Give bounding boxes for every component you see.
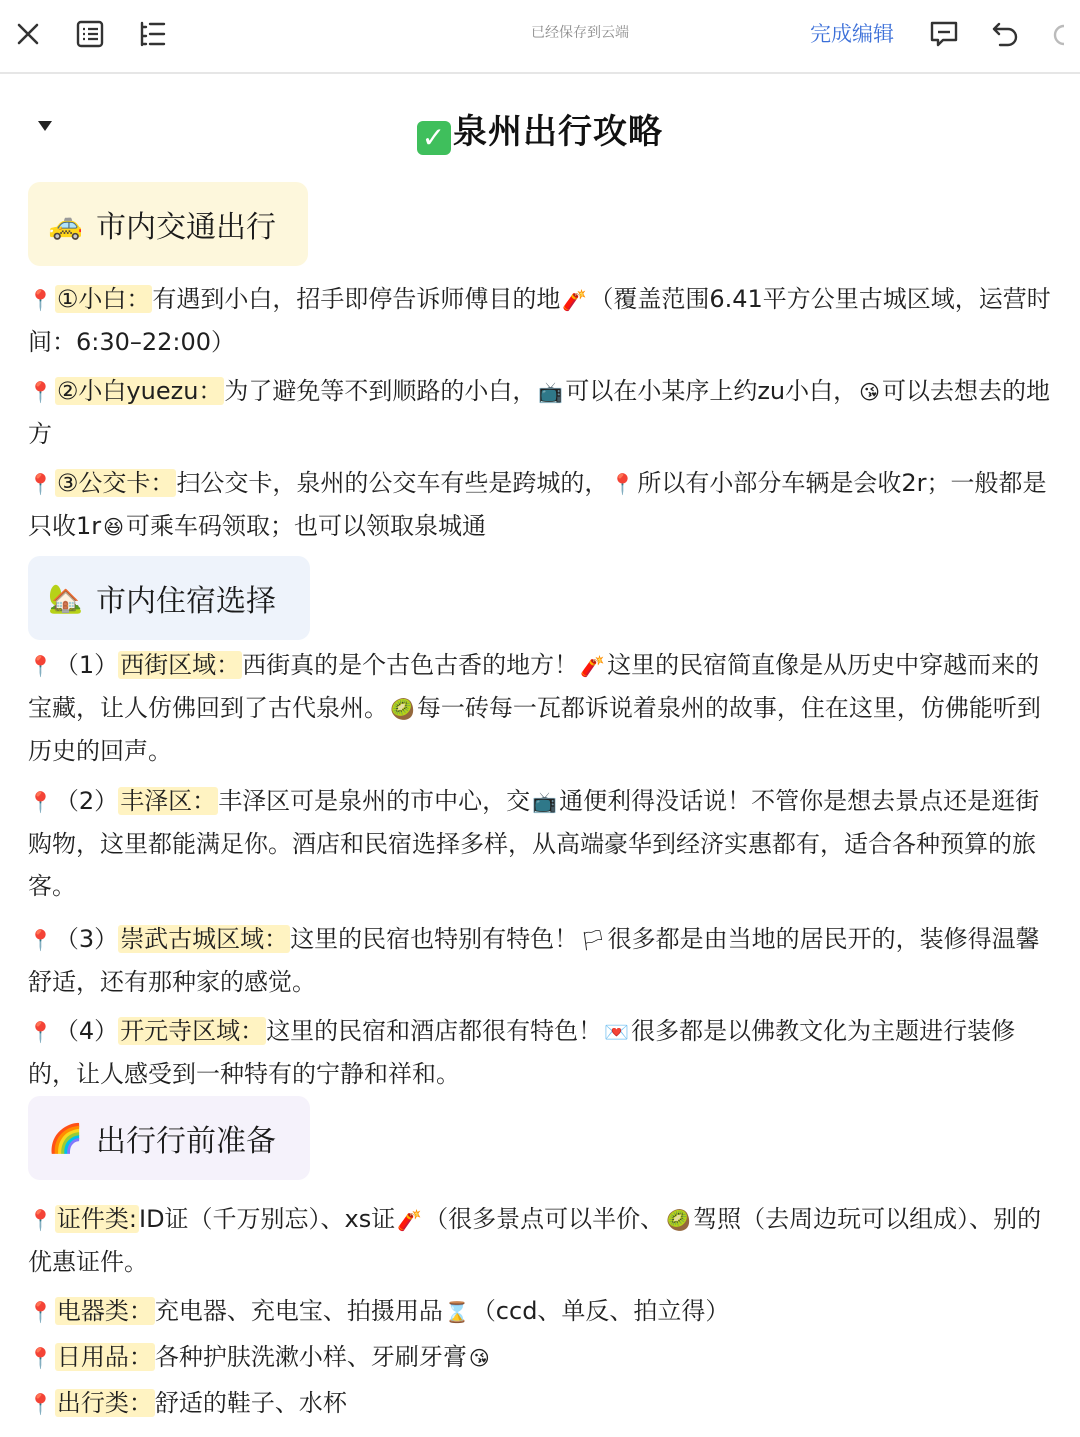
item-text: 舒适的鞋子、水杯 [154,1389,347,1417]
item-text: ID证（千万别忘）、xs证 [139,1205,396,1233]
item-text: 可以在小某序上约zu小白， [565,377,858,405]
close-icon[interactable] [10,16,46,52]
item-number: （4） [54,1017,119,1045]
tv-icon: 📺 [532,790,558,814]
map-pin-icon: 📍 [610,472,636,496]
item-text: 有遇到小白，招手即停告诉师傅目的地 [152,285,561,313]
item-text: 所以有小部分车辆是会收2r；一般都是只收1r [28,469,1047,540]
item-text: 驾照（去周边玩可以组成）、别的优惠证件。 [28,1205,1042,1276]
undo-icon[interactable] [988,16,1024,52]
pin-icon: 📍 [28,1020,53,1044]
kiwi-icon: 🥝 [666,1208,692,1232]
item-number: （1） [54,651,119,679]
item-label: 西街区域： [120,651,241,679]
section-heading-transport [28,182,308,266]
pin-icon: 📍 [28,654,53,678]
finish-edit-button[interactable]: 完成编辑 [810,22,894,46]
section-heading-text: 市内住宿选择 [96,584,276,619]
item-text: 很多都是以佛教文化为主题进行装修的，让人感受到一种特有的宁静和祥和。 [28,1017,1016,1088]
item-text: 这里的民宿也特别有特色！ [290,925,579,953]
item-text: 丰泽区可是泉州的市中心，交 [218,787,531,815]
pin-icon: 📍 [28,1346,53,1370]
item-text: 每一砖每一瓦都诉说着泉州的故事，住在这里，仿佛能听到历史的回声。 [28,694,1041,765]
item-text: 充电器、充电宝、拍摄用品 [154,1297,443,1325]
pin-icon: 📍 [28,1392,53,1416]
redo-icon[interactable] [1048,16,1080,52]
firecracker-icon: 🧨 [562,288,588,312]
top-toolbar [0,0,1080,74]
list-item [28,1198,1058,1283]
pin-icon: 📍 [28,472,53,496]
item-text: （很多景点可以半价、 [424,1205,665,1233]
item-text: 可以去想去的地方 [28,377,1050,448]
outline-icon[interactable] [72,16,108,52]
pin-icon: 📍 [28,288,53,312]
kiwi-icon: 🥝 [390,697,415,721]
comment-icon[interactable] [926,16,962,52]
kiss-face-icon: 😘 [468,1346,490,1370]
item-label: 丰泽区： [120,787,217,815]
item-label: 电器类： [56,1297,153,1325]
hourglass-icon: ⌛ [444,1300,470,1324]
item-label: 开元寺区域： [120,1017,265,1045]
firecracker-icon: 🧨 [397,1208,423,1232]
list-item [28,1010,1058,1095]
item-text: 可乘车码领取；也可以领取泉城通 [126,512,486,540]
document-title [0,104,1080,155]
section-heading-text: 出行行前准备 [96,1124,276,1159]
item-text: （覆盖范围6.41平方公里古城区域，运营时间：6:30–22:00） [28,285,1051,356]
laughing-face-icon: 😆 [103,515,124,539]
item-number: （3） [54,925,119,953]
list-item [28,1290,1058,1333]
title-text: 泉州出行攻略 [453,112,663,152]
item-label: ①小白： [56,285,151,313]
kiss-face-icon: 😘 [859,380,880,404]
list-item [28,278,1058,363]
item-label: ②小白yuezu： [56,377,223,405]
pin-icon: 📍 [28,790,53,814]
item-label: 证件类: [56,1205,137,1233]
list-item [28,1336,1058,1379]
flag-icon: 🏳 [580,928,606,952]
list-item [28,644,1058,772]
item-text: 为了避免等不到顺路的小白， [224,377,537,405]
list-item [28,462,1058,548]
item-text: 扫公交卡，泉州的公交车有些是跨城的， [176,469,609,497]
item-text: （ccd、单反、拍立得） [471,1297,730,1325]
item-text: 这里的民宿和酒店都很有特色！ [266,1017,603,1045]
save-status: 已经保存到云端 [531,25,629,41]
item-text: 这里的民宿简直像是从历史中穿越而来的宝藏，让人仿佛回到了古代泉州。 [28,651,1040,722]
section-heading-preparation [28,1096,310,1180]
section-heading-text: 市内交通出行 [96,210,276,245]
item-text: 西街真的是个古色古香的地方！ [242,651,579,679]
item-text: 通便利得没话说！不管你是想去景点还是逛街购物，这里都能满足你。酒店和民宿选择多样，从高端豪华到经济实惠都有，适合各种预算的旅客。 [28,787,1040,900]
pin-icon: 📍 [28,928,53,952]
item-label: 日用品： [56,1343,153,1371]
tv-icon: 📺 [538,380,564,404]
house-icon: 🏡 [48,581,83,615]
pin-icon: 📍 [28,1300,53,1324]
pin-icon: 📍 [28,380,53,404]
rainbow-icon: 🌈 [48,1121,83,1155]
list-item [28,780,1058,907]
firecracker-icon: 🧨 [580,654,606,678]
item-number: （2） [54,787,119,815]
item-text: 各种护肤洗漱小样、牙刷牙膏 [154,1343,467,1371]
toc-icon[interactable] [134,16,170,52]
list-item [28,918,1058,1003]
love-letter-icon: 💌 [604,1020,630,1044]
list-item [28,1382,1058,1425]
check-emoji-icon: ✓ [417,121,451,155]
item-label: 出行类： [56,1389,153,1417]
taxi-icon: 🚕 [48,207,83,241]
item-label: ③公交卡： [56,469,175,497]
item-label: 崇武古城区域： [120,925,289,953]
item-text: 很多都是由当地的居民开的，装修得温馨舒适，还有那种家的感觉。 [28,925,1040,996]
list-item [28,370,1058,455]
pin-icon: 📍 [28,1208,53,1232]
section-heading-lodging [28,556,310,640]
